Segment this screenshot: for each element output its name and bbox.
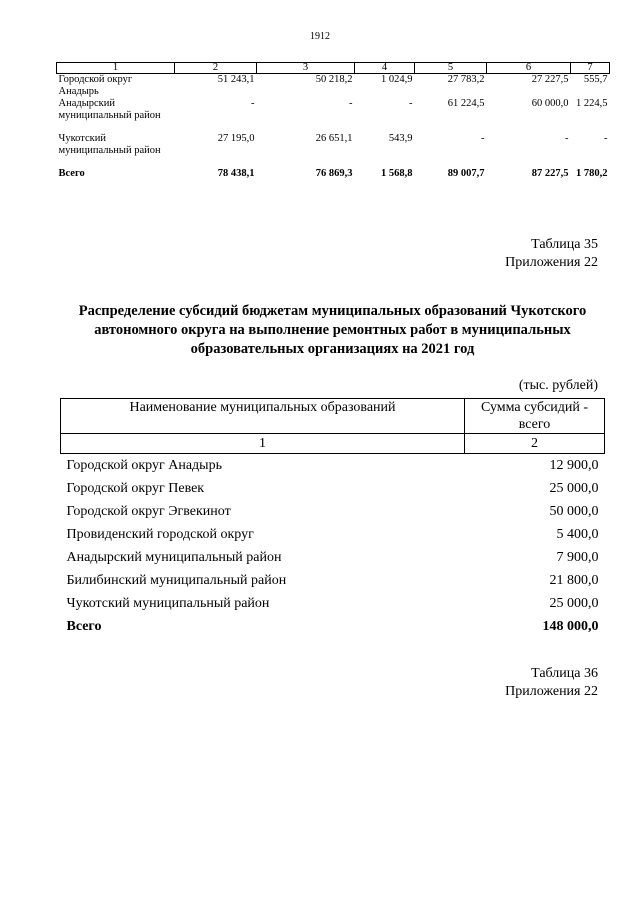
cell-value: 26 651,1: [315, 133, 353, 144]
table-row: [61, 477, 605, 500]
table-number: Таблица 35: [531, 237, 598, 252]
subsidy-value: 25 000,0: [549, 596, 599, 611]
table-36-caption: [505, 665, 598, 701]
subsidy-value: 21 800,0: [549, 573, 599, 588]
cell-value: -: [409, 98, 413, 109]
subsidy-table: [60, 398, 605, 638]
municipality-name: Анадырский муниципальный район: [66, 550, 282, 565]
total-value: 89 007,7: [447, 168, 485, 179]
cell-value: 1 024,9: [381, 74, 413, 85]
table-header-row: [61, 399, 605, 434]
municipality-name: Билибинский муниципальный район: [66, 573, 287, 588]
appendix-label: Приложения 22: [505, 684, 598, 699]
cell-value: 555,7: [583, 74, 608, 85]
column-number: 7: [571, 63, 610, 74]
subsidy-value: 25 000,0: [549, 481, 599, 496]
municipality-name: Провиденский городской округ: [66, 527, 254, 542]
cell-value: -: [251, 98, 255, 109]
units-label: (тыс. рублей): [518, 378, 598, 393]
municipality-name: Городской округ Анадырь: [66, 458, 222, 473]
municipality-name: Городской округ Певек: [66, 481, 205, 496]
cell-value: 27 195,0: [217, 133, 255, 144]
table-row: [61, 454, 605, 478]
cell-value: 543,9: [388, 133, 413, 144]
cell-value: 50 218,2: [315, 74, 353, 85]
row-name: Городской округ Анадырь: [58, 74, 133, 97]
cell-value: -: [481, 133, 485, 144]
table-row: [61, 592, 605, 615]
table-number: Таблица 36: [531, 666, 598, 681]
table-row: [57, 98, 610, 133]
subsidy-value: 50 000,0: [549, 504, 599, 519]
column-number: 6: [487, 63, 571, 74]
cell-value: -: [349, 98, 353, 109]
cell-value: 61 224,5: [447, 98, 485, 109]
table-row: [61, 569, 605, 592]
column-number-row: [61, 434, 605, 454]
page-number: 1912: [310, 31, 330, 42]
column-number: 2: [175, 63, 257, 74]
total-value: 87 227,5: [531, 168, 569, 179]
subsidy-value: 12 900,0: [549, 458, 599, 473]
column-header-sum: Сумма субсидий - всего: [465, 399, 605, 434]
table-35-caption: [505, 236, 598, 272]
total-label: Всего: [66, 619, 102, 634]
row-name: Анадырский муниципальный район: [58, 98, 161, 121]
cell-value: 27 783,2: [447, 74, 485, 85]
municipality-name: Чукотский муниципальный район: [66, 596, 270, 611]
table-row: [61, 546, 605, 569]
subsidy-value: 7 900,0: [556, 550, 599, 565]
continuation-table: [56, 62, 610, 180]
cell-value: -: [565, 133, 569, 144]
total-value: 1 780,2: [576, 168, 608, 179]
section-title: Распределение субсидий бюджетам муниципальных образований Чукотского автономного округа на выполнение ремонтных работ в муниципальных образовательных организациях на 2021 год: [78, 303, 587, 357]
cell-value: 60 000,0: [531, 98, 569, 109]
subsidy-value: 5 400,0: [556, 527, 599, 542]
total-value: 78 438,1: [217, 168, 255, 179]
total-label: Всего: [58, 168, 85, 179]
table-row: [57, 133, 610, 168]
column-number: 2: [465, 434, 605, 454]
municipality-name: Городской округ Эгвекинот: [66, 504, 231, 519]
table-row: [61, 523, 605, 546]
total-value: 148 000,0: [542, 619, 599, 634]
cell-value: 51 243,1: [217, 74, 255, 85]
cell-value: 1 224,5: [576, 98, 608, 109]
table-row: [61, 500, 605, 523]
column-number: 1: [57, 63, 175, 74]
column-header-name: Наименование муниципальных образований: [61, 399, 465, 434]
cell-value: -: [604, 133, 608, 144]
total-value: 1 568,8: [381, 168, 413, 179]
column-number: 1: [61, 434, 465, 454]
appendix-label: Приложения 22: [505, 255, 598, 270]
total-row: [61, 615, 605, 638]
table-row: [57, 74, 610, 99]
column-number: 3: [257, 63, 355, 74]
cell-value: 27 227,5: [531, 74, 569, 85]
total-row: [57, 168, 610, 180]
total-value: 76 869,3: [315, 168, 353, 179]
row-name: Чукотский муниципальный район: [58, 133, 161, 156]
column-number: 5: [415, 63, 487, 74]
table-header-row: [57, 63, 610, 74]
column-number: 4: [355, 63, 415, 74]
